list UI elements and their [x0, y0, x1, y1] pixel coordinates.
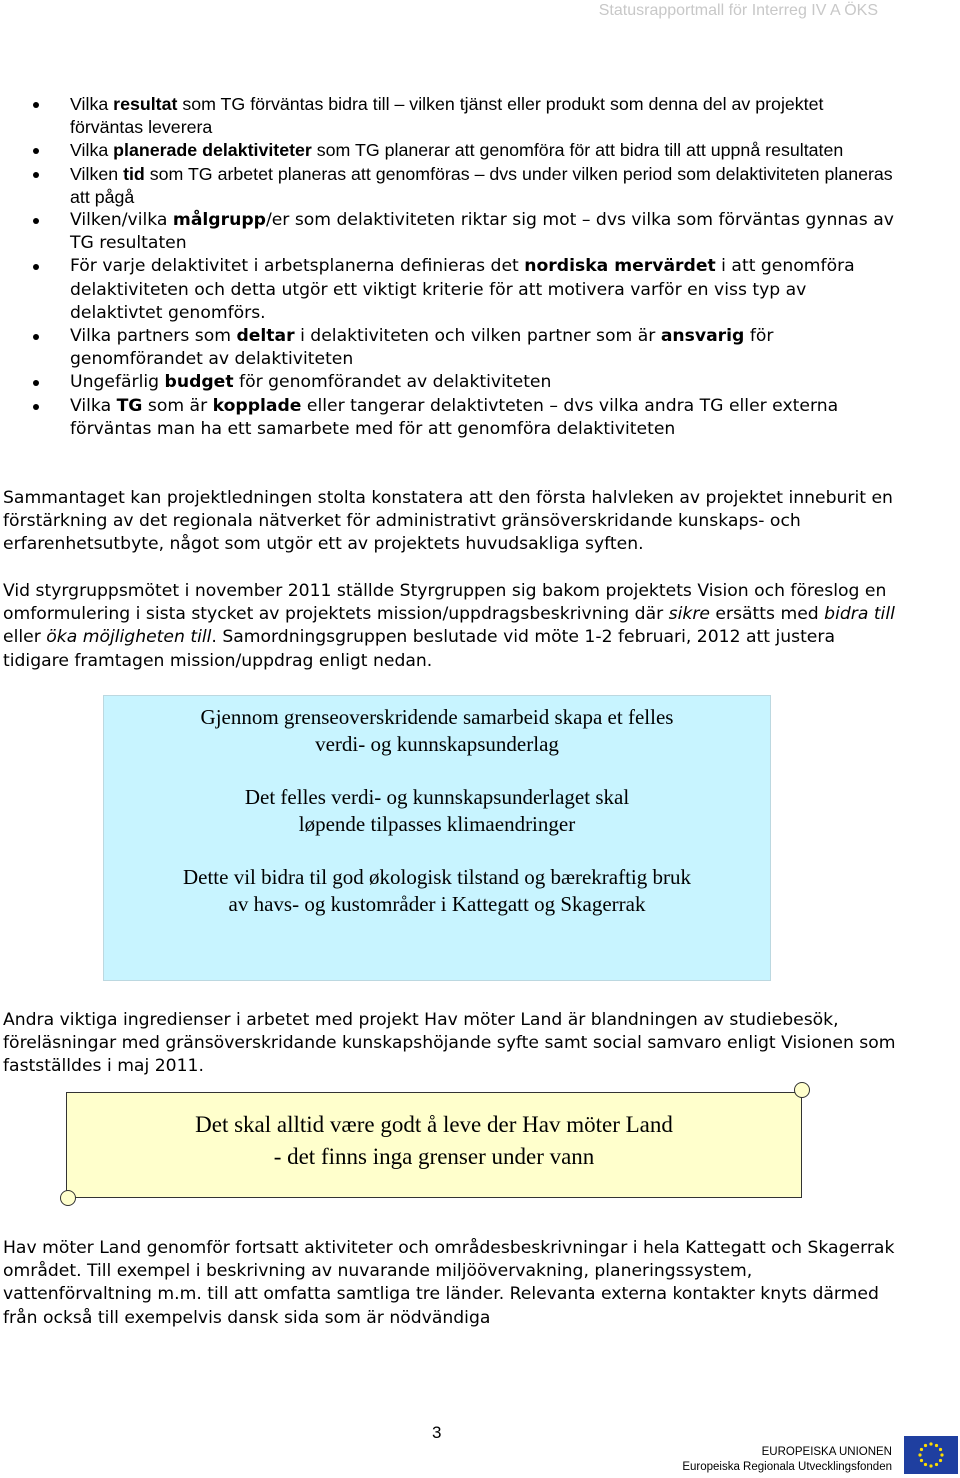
- text-run: eller tangerar delaktivteten – dvs vilka andra TG eller externa förväntas man ha ett samarbete med för att genomföra delaktiviteten: [70, 395, 839, 439]
- text-run: Vilka: [70, 140, 114, 161]
- text-run: i delaktiviteten och vilken partner som är: [294, 326, 661, 347]
- scroll-curl-top-icon: [794, 1082, 810, 1098]
- text-run: Vid styrgruppsmötet i november 2011 ställde Styrgruppen sig bakom projektets Vision och föreslog en omformulering i sista stycket av projektets mission/uppdragsbeskrivning där: [3, 581, 887, 625]
- text-run: ersätts med: [709, 604, 825, 625]
- bullet-item: [0, 325, 900, 371]
- mission-line-2: Det felles verdi- og kunnskapsunderlaget skal løpende tilpasses klimaendringer: [244, 785, 630, 836]
- bullet-item: [0, 163, 900, 209]
- bold-text: budget: [164, 372, 234, 393]
- text-run: Vilka: [70, 395, 117, 416]
- eu-fund-label: Europeiska Regionala Utvecklingsfonden: [682, 1461, 892, 1473]
- bullet-item: [0, 93, 900, 139]
- bullet-item: [0, 209, 900, 255]
- bullet-item: [0, 371, 900, 394]
- text-run: som TG arbetet planeras att genomföras – dvs under vilken period som delaktiviteten planeras att pågå: [70, 163, 893, 207]
- bold-text: nordiska mervärdet: [524, 256, 716, 277]
- text-run: som TG planerar att genomföra för att bidra till att uppnå resultaten: [311, 140, 844, 161]
- text-run: för genomförandet av delaktiviteten: [70, 326, 774, 370]
- bullet-list: [0, 93, 900, 441]
- text-run: För varje delaktivitet i arbetsplanerna definieras det: [70, 256, 525, 277]
- page-number: 3: [432, 1423, 442, 1442]
- bold-text: kopplade: [212, 395, 302, 416]
- eu-flag-icon: [904, 1436, 958, 1474]
- text-run: i att genomföra delaktiviteten och detta utgör ett viktigt kriterie för att motivera varför en viss typ av delaktivtet genomförs.: [70, 256, 855, 323]
- motto-line-2: - det finns inga grenser under vann: [273, 1144, 595, 1169]
- motto-scroll: [56, 1080, 816, 1210]
- bold-text: tid: [123, 163, 145, 184]
- text-run: . Samordningsgruppen beslutade vid möte 1-2 februari, 2012 att justera tidigare framtagen mission/uppdrag enligt nedan.: [3, 627, 835, 671]
- text-run: Vilka partners som: [70, 326, 237, 347]
- text-run: /er som delaktiviteten riktar sig mot – dvs vilka som förväntas gynnas av TG resultaten: [70, 210, 894, 254]
- text-run: Vilken/vilka: [70, 210, 173, 231]
- bullet-item: [0, 139, 900, 162]
- paragraph-aktiviteter: Hav möter Land genomför fortsatt aktiviteter och områdesbeskrivningar i hela Kattegatt och Skagerrak området. Till exempel i beskrivning av nuvarande miljöövervakning, planeringssystem, vattenförvaltning m.m. till att omfatta samtliga tre länder. Relevanta externa kontakter knyts därmed från också till exempelvis dansk sida som är nödvändiga: [3, 1238, 895, 1328]
- bold-text: deltar: [236, 326, 295, 347]
- paragraph-ingredienser: Andra viktiga ingredienser i arbetet med projekt Hav möter Land är blandningen av studiebesök, föreläsningar med gränsöverskridande kunskapshöjande syfte samt social samvaro enligt Visionen som fastställdes i maj 2011.: [3, 1010, 896, 1077]
- bold-text: planerade delaktiviteter: [113, 140, 312, 161]
- bold-text: målgrupp: [172, 210, 266, 231]
- text-run: eller: [3, 627, 47, 648]
- mission-line-3: Dette vil bidra til god økologisk tilstand og bærekraftig bruk av havs- og kustområder i Kattegatt og Skagerrak: [182, 865, 691, 916]
- italic-text: öka möjligheten till: [46, 627, 212, 648]
- bold-text: resultat: [113, 94, 178, 114]
- text-run: som är: [142, 395, 213, 416]
- italic-text: sikre: [668, 604, 710, 625]
- eu-footer-text: [682, 1445, 892, 1475]
- document-header: Statusrapportmall för Interreg IV A ÖKS: [598, 2, 878, 19]
- italic-text: bidra till: [824, 604, 895, 625]
- paragraph-styrgrupp: [3, 580, 903, 673]
- text-run: Ungefärlig: [70, 372, 165, 393]
- text-run: Vilka: [70, 94, 114, 114]
- bold-text: ansvarig: [660, 326, 745, 347]
- text-run: Vilken: [70, 163, 124, 184]
- bullet-item: [0, 255, 900, 325]
- motto-line-1: Det skal alltid være godt å leve der Hav möter Land: [195, 1112, 673, 1137]
- bold-text: TG: [116, 395, 143, 416]
- scroll-curl-bottom-icon: [60, 1190, 76, 1206]
- eu-union-label: EUROPEISKA UNIONEN: [761, 1446, 892, 1458]
- text-run: för genomförandet av delaktiviteten: [233, 372, 552, 393]
- mission-box: [103, 695, 771, 981]
- mission-line-1: Gjennom grenseoverskridende samarbeid skapa et felles verdi- og kunnskapsunderlag: [200, 705, 674, 756]
- text-run: som TG förväntas bidra till – vilken tjänst eller produkt som denna del av projektet förväntas leverera: [70, 94, 824, 138]
- motto-scroll-body: [66, 1092, 802, 1198]
- bullet-item: [0, 395, 900, 441]
- paragraph-summary: Sammantaget kan projektledningen stolta konstatera att den första halvleken av projektet inneburit en förstärkning av det regionala nätverket för administrativt gränsöverskridande kunskaps- och erfarenhetsutbyte, något som utgör ett av projektets huvudsakliga syften.: [3, 488, 893, 555]
